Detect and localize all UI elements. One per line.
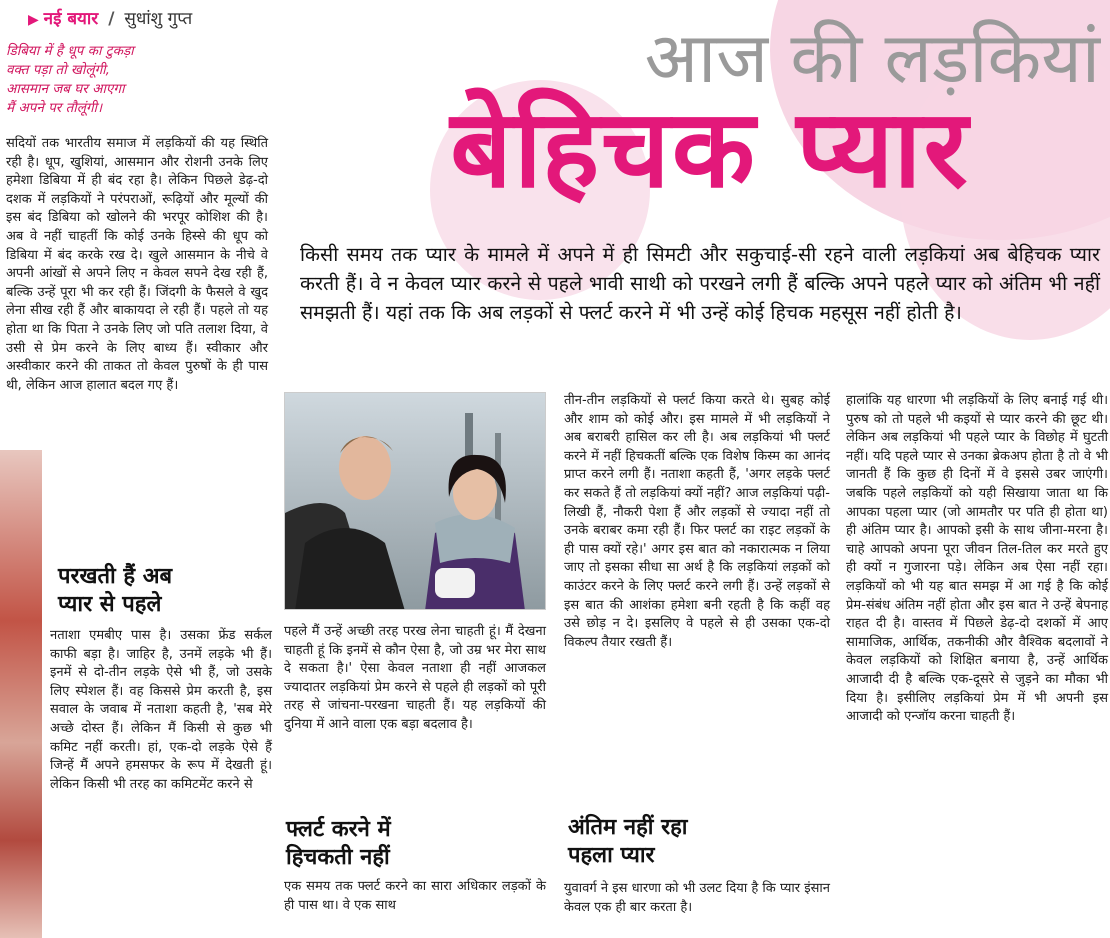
- subheading-1: [58, 563, 172, 619]
- body-column-1: नताशा एमबीए पास है। उसका फ्रेंड सर्कल काफी बड़ा है। जाहिर है, उनमें लड़के भी हैं। इनमें से दो-तीन लड़के ऐसे भी हैं, जो उसके लिए स्पेशल हैं। वह किससे प्रेम करती है, इस सवाल के जवाब में नताशा कहती है, 'सब मेरे अच्छे दोस्त हैं। लेकिन मैं किसी से कुछ भी कमिट नहीं करती। हां, एक-दो लड़के ऐसे हैं जिन्हें मैं अपने हमसफर के रूप में देखती हूं। लेकिन किसी भी तरह का कमिटमेंट करने से: [50, 628, 272, 792]
- couple-photo-image: [285, 393, 546, 610]
- subheading-line: फ्लर्ट करने में: [286, 817, 391, 842]
- couple-photo: [284, 392, 546, 610]
- author-name: सुधांशु गुप्त: [124, 9, 193, 29]
- body-intro: सदियों तक भारतीय समाज में लड़कियों की यह स्थिति रही है। धूप, खुशियां, आसमान और रोशनी उनके लिए हमेशा डिबिया में ही बंद रहा है। लेकिन पिछले डेढ़-दो दशक में लड़कियों ने परंपराओं, रूढ़ियों और मूल्यों की इस बंद डिबिया को खोलने की भरपूर कोशिश की है। अब वे नहीं चाहतीं कि कोई उनके हिस्से की धूप को डिबिया में बंद करके रख दे। खुले आसमान के नीचे वे अपनी आंखों से अपने लिए न केवल सपने देख रही हैं, बल्कि उन्हें पूरा भी कर रही हैं। जिंदगी के फैसले वे खुद लेना सीख रही हैं और बाकायदा ले रही हैं। पहले तो यह होता था कि पिता ने उनके लिए जो पति तलाश दिया, वे उसी से प्रेम करने के लिए बाध्य हैं। स्वीकार और अस्वीकार करने की ताकत तो केवल पुरुषों के ही पास थी, लेकिन आज हालात बदल गए हैं।: [6, 136, 268, 393]
- subheading-2: [286, 816, 391, 872]
- poem: [6, 42, 276, 118]
- poem-line: मैं अपने पर तौलूंगी।: [6, 100, 103, 116]
- body-column-2: पहले मैं उन्हें अच्छी तरह परख लेना चाहती हूं। मैं देखना चाहती हूं कि इनमें से कौन ऐसा है, जो उम्र भर मेरा साथ दे सकता है।' ऐसा केवल नताशा ही नहीं आजकल ज्यादातर लड़कियां प्रेम करने से पहले ही लड़कों को पूरी तरह से जांचना-परखना चाहती हैं। यह लड़कियों की दुनिया में आने वाला एक बड़ा बदलाव है।: [284, 624, 546, 732]
- poem-line: वक्त पड़ा तो खोलूंगी,: [6, 62, 110, 78]
- arrow-icon: ▶: [28, 12, 44, 28]
- separator: /: [108, 9, 115, 29]
- subheading-line: परखती हैं अब: [58, 564, 173, 589]
- poem-line: डिबिया में है धूप का टुकड़ा: [6, 43, 134, 59]
- subheading-3: [568, 814, 688, 870]
- body-column-3-continued: युवावर्ग ने इस धारणा को भी उलट दिया है कि प्यार इंसान केवल एक ही बार करता है।: [564, 881, 830, 915]
- body-column-4: हालांकि यह धारणा भी लड़कियों के लिए बनाई गई थी। पुरुष को तो पहले भी कइयों से प्यार करने की छूट थी। लेकिन अब लड़कियां भी पहले प्यार के विछोह में घुटती नहीं। यदि पहले प्यार से उनका ब्रेकअप होता है तो वे भी जानती हैं कि कुछ ही दिनों में वे इससे उबर जाएंगी। जबकि पहले लड़कियों को यही सिखाया जाता था कि आपका पहला प्यार (जो आमतौर पर पति ही होता था) ही अंतिम प्यार है। आपको इसी के साथ जीना-मरना है। चाहे आपको अपना पूरा जीवन तिल-तिल कर मरते हुए ही क्यों न गुजारना पड़े। लेकिन अब ऐसा नहीं रहा। लड़कियों को भी यह बात समझ में आ गई है कि कोई प्रेम-संबंध अंतिम नहीं होता और इस बात ने उन्हें बेपनाह राहत दी है। वास्तव में पिछले डेढ़-दो दशकों में आए सामाजिक, आर्थिक, तकनीकी और वैश्विक बदलावों ने केवल लड़कियों को शिक्षित बनाया है, उन्हें आर्थिक आजादी दी है बल्कि एक-दूसरे से जुड़ने का मौका भी दिया है। इसीलिए लड़कियां प्रेम में भी अपनी इस आजादी को एन्जॉय करना चाहती हैं।: [846, 393, 1108, 725]
- deck-text: किसी समय तक प्यार के मामले में अपने में ही सिमटी और सकुचाई-सी रहने वाली लड़कियां अब बेहिचक प्यार करती हैं। वे न केवल प्यार करने से पहले भावी साथी को परखने लगी हैं बल्कि अपने पहले प्यार को अंतिम भी नहीं समझती हैं। यहां तक कि अब लड़कों से फ्लर्ट करने में भी उन्हें कोई हिचक महसूस नहीं होती है।: [300, 243, 1100, 324]
- headline-line-2: बेहिचक प्यार: [450, 87, 970, 212]
- body-column-3: तीन-तीन लड़कियों से फ्लर्ट किया करते थे। सुबह कोई और शाम को कोई और। इस मामले में भी लड़कियों ने अब बराबरी हासिल कर ली है। अब लड़कियां भी फ्लर्ट करने में नहीं हिचकतीं बल्कि एक विशेष किस्म का आनंद प्राप्त करने लगी हैं। नताशा कहती हैं, 'अगर लड़के फ्लर्ट कर सकते हैं तो लड़कियां क्यों नहीं? आज लड़कियां पढ़ी-लिखी हैं, नौकरी पेशा हैं और लड़कों से ज्यादा नहीं तो उनके बराबर कमा रही हैं। फिर फ्लर्ट का राइट लड़कों के ही पास क्यों रहे।' अगर इस बात को नकारात्मक न लिया जाए तो इसका सीधा सा अर्थ है कि लड़कियां लड़कों को काउंटर करने के लिए फ्लर्ट करने लगी हैं। उन्हें लड़कों से इस बात की आशंका हमेशा बनी रहती है कि कहीं वह उसे छोड़ न दे। इसलिए वे पहले से ही उसका एक-दो विकल्प तैयार रखती हैं।: [564, 393, 830, 650]
- subheading-line: हिचकती नहीं: [286, 845, 390, 870]
- subheading-line: पहला प्यार: [568, 843, 655, 868]
- side-photo-strip: [0, 450, 42, 938]
- poem-line: आसमान जब घर आएगा: [6, 81, 125, 97]
- subheading-line: अंतिम नहीं रहा: [568, 815, 688, 840]
- column-kicker: [28, 6, 192, 29]
- body-column-2-continued: एक समय तक फ्लर्ट करने का सारा अधिकार लड़कों के ही पास था। वे एक साथ: [284, 879, 546, 913]
- headline-line-1: आज की लड़कियां: [644, 17, 1100, 99]
- column-name: नई बयार: [43, 9, 99, 29]
- subheading-line: प्यार से पहले: [58, 592, 162, 617]
